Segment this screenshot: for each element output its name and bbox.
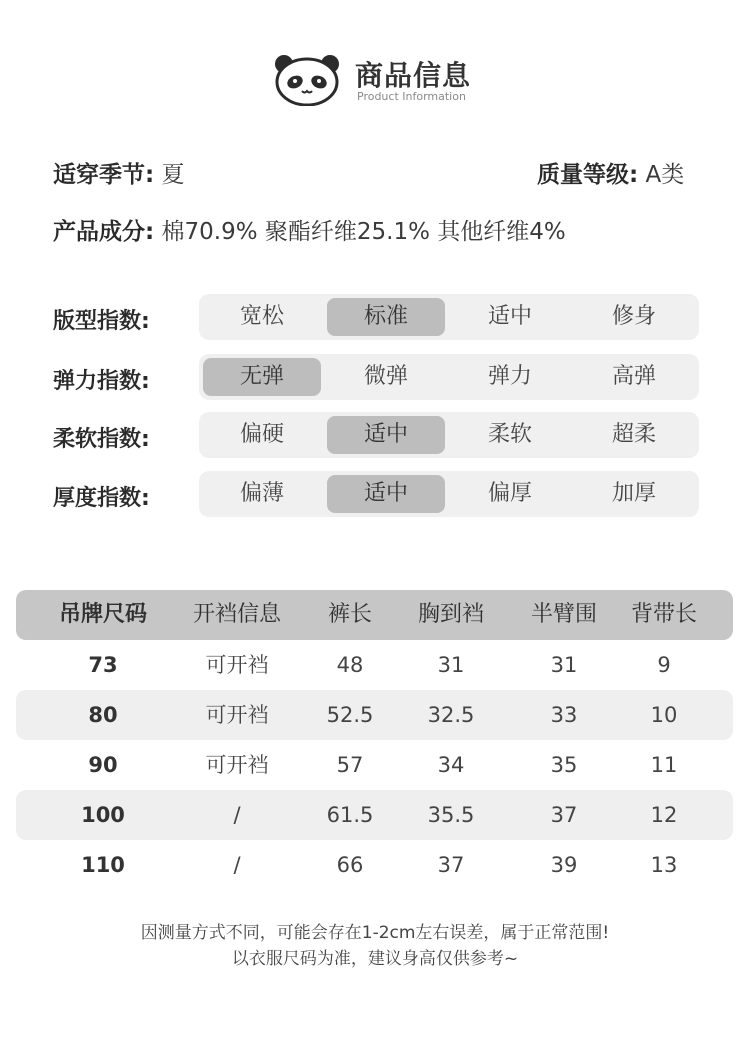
index-option: 偏厚 bbox=[487, 481, 532, 506]
table-cell: 11 bbox=[650, 753, 678, 777]
table-row bbox=[16, 790, 733, 840]
column-header: 吊牌尺码 bbox=[58, 602, 147, 627]
index-scale bbox=[199, 412, 699, 458]
index-option: 修身 bbox=[611, 304, 656, 329]
grade-label: 质量等级: bbox=[537, 162, 639, 188]
material-label: 产品成分: bbox=[53, 219, 155, 245]
table-cell: 90 bbox=[88, 753, 118, 777]
table-cell: 10 bbox=[650, 703, 678, 727]
index-option: 弹力 bbox=[487, 364, 532, 389]
table-cell: 39 bbox=[550, 853, 578, 877]
table-row bbox=[16, 840, 733, 890]
table-cell: 33 bbox=[550, 703, 578, 727]
table-cell: 61.5 bbox=[326, 803, 374, 827]
index-option-selected: 无弹 bbox=[203, 358, 321, 396]
table-cell: 37 bbox=[550, 803, 578, 827]
table-row bbox=[16, 740, 733, 790]
table-row bbox=[16, 640, 733, 690]
header bbox=[273, 52, 493, 108]
footer-line-1: 因测量方式不同，可能会存在1-2cm左右误差，属于正常范围! bbox=[140, 923, 610, 943]
season-label: 适穿季节: bbox=[53, 162, 155, 188]
table-header bbox=[16, 590, 733, 640]
column-header: 胸到裆 bbox=[417, 602, 484, 627]
column-header: 半臂围 bbox=[530, 602, 597, 627]
table-cell: 可开裆 bbox=[205, 703, 269, 727]
column-header: 裤长 bbox=[327, 602, 372, 627]
index-option: 柔软 bbox=[487, 422, 532, 447]
index-scale bbox=[199, 294, 699, 340]
index-scale bbox=[199, 471, 699, 517]
table-cell: 57 bbox=[336, 753, 364, 777]
table-cell: 100 bbox=[81, 803, 125, 827]
page-title: 商品信息 bbox=[355, 59, 472, 92]
season-value: 夏 bbox=[161, 162, 185, 188]
panda-icon bbox=[273, 54, 341, 106]
table-cell: 35.5 bbox=[427, 803, 475, 827]
footer-note bbox=[0, 920, 750, 972]
table-cell: 37 bbox=[437, 853, 465, 877]
index-option: 加厚 bbox=[611, 481, 656, 506]
table-cell: 80 bbox=[88, 703, 118, 727]
index-label: 柔软指数: bbox=[53, 427, 150, 452]
table-cell: 110 bbox=[81, 853, 125, 877]
table-cell: 可开裆 bbox=[205, 653, 269, 677]
table-cell: 66 bbox=[336, 853, 364, 877]
grade-info bbox=[537, 156, 684, 189]
table-cell: 9 bbox=[657, 653, 671, 677]
index-scale bbox=[199, 354, 699, 400]
table-cell: / bbox=[233, 853, 241, 877]
material-info bbox=[53, 213, 566, 246]
table-cell: 31 bbox=[550, 653, 578, 677]
material-value: 棉70.9% 聚酯纤维25.1% 其他纤维4% bbox=[161, 219, 566, 245]
index-option: 适中 bbox=[487, 304, 532, 329]
index-option: 偏硬 bbox=[239, 422, 284, 447]
index-option: 宽松 bbox=[239, 304, 284, 329]
column-header: 背带长 bbox=[630, 602, 697, 627]
table-cell: 52.5 bbox=[326, 703, 374, 727]
table-cell: / bbox=[233, 803, 241, 827]
index-option-selected: 标准 bbox=[327, 298, 445, 336]
table-cell: 48 bbox=[336, 653, 364, 677]
footer-line-2: 以衣服尺码为准，建议身高仅供参考~ bbox=[231, 949, 519, 969]
page-subtitle: Product Information bbox=[357, 90, 466, 103]
table-cell: 35 bbox=[550, 753, 578, 777]
table-cell: 73 bbox=[88, 653, 118, 677]
table-cell: 12 bbox=[650, 803, 678, 827]
index-option-selected: 适中 bbox=[327, 475, 445, 513]
index-option: 微弹 bbox=[363, 364, 408, 389]
table-cell: 32.5 bbox=[427, 703, 475, 727]
grade-value: A类 bbox=[645, 162, 685, 188]
table-cell: 31 bbox=[437, 653, 465, 677]
table-cell: 13 bbox=[650, 853, 678, 877]
table-row bbox=[16, 690, 733, 740]
table-cell: 可开裆 bbox=[205, 753, 269, 777]
index-option: 超柔 bbox=[611, 422, 656, 447]
index-label: 弹力指数: bbox=[53, 369, 150, 394]
index-option: 偏薄 bbox=[239, 481, 284, 506]
column-header: 开裆信息 bbox=[192, 602, 281, 627]
table-cell: 34 bbox=[437, 753, 465, 777]
index-option: 高弹 bbox=[611, 364, 656, 389]
index-label: 厚度指数: bbox=[53, 486, 150, 511]
index-label: 版型指数: bbox=[53, 309, 150, 334]
season-info bbox=[53, 156, 185, 189]
index-option-selected: 适中 bbox=[327, 416, 445, 454]
